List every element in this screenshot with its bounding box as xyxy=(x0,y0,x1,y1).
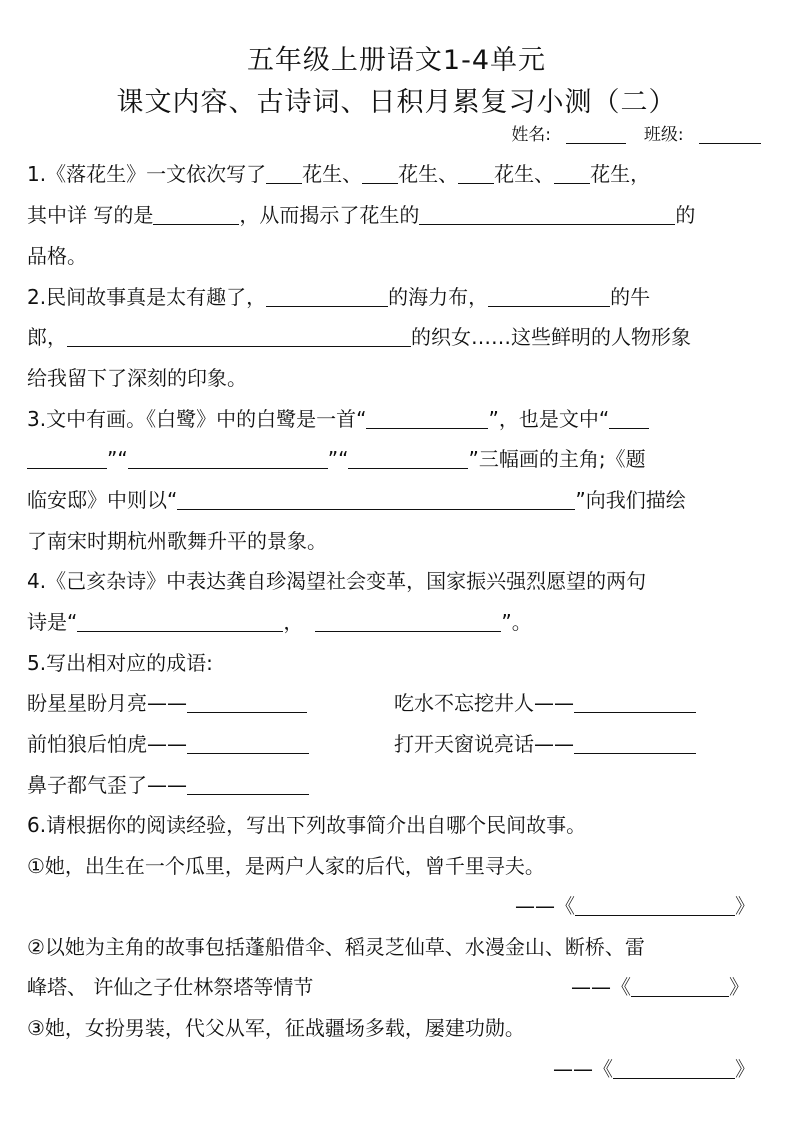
q6-item-3: ③她，女扮男装，代父从军，征战疆场多载，屡建功勋。 xyxy=(27,1016,525,1040)
q1-text-c: 花生、 xyxy=(398,162,459,186)
q6-answer-1 xyxy=(515,892,755,920)
q5-item-2 xyxy=(394,689,696,717)
q1-text-a: 1.《落花生》一文依次写了 xyxy=(27,162,267,186)
q3-line2 xyxy=(27,445,646,473)
q3-text-b: ”，也是文中“ xyxy=(488,407,610,431)
idiom-blank-5[interactable] xyxy=(187,774,309,795)
idiom-prompt-2: 吃水不忘挖井人—— xyxy=(394,691,574,715)
idiom-blank-3[interactable] xyxy=(187,733,309,754)
q5-item-5 xyxy=(27,771,309,799)
q1-blank-3[interactable] xyxy=(458,163,494,184)
q4-blank-2[interactable] xyxy=(315,611,501,632)
q4-text-poem: 诗是“ xyxy=(27,610,78,634)
answer-prefix: ——《 xyxy=(553,1057,613,1081)
q5-item-4 xyxy=(394,730,696,758)
q1-text-e: 花生， xyxy=(590,162,651,186)
q1-text-d: 花生、 xyxy=(494,162,555,186)
q2-text-a: 2.民间故事真是太有趣了， xyxy=(27,285,267,309)
q4-text-end: ”。 xyxy=(501,610,532,634)
q6-blank-3[interactable] xyxy=(613,1058,735,1079)
q3-blank-5[interactable] xyxy=(177,489,575,510)
page-title-line2: 课文内容、古诗词、日积月累复习小测（二） xyxy=(116,87,677,118)
q3-blank-2a[interactable] xyxy=(609,408,649,429)
q1-line2 xyxy=(27,201,695,229)
q1-blank-2[interactable] xyxy=(362,163,398,184)
q3-line4: 了南宋时期杭州歌舞升平的景象。 xyxy=(27,529,327,553)
q5-title: 5.写出相对应的成语: xyxy=(27,651,213,675)
q3-blank-2b[interactable] xyxy=(27,448,107,469)
q3-line1 xyxy=(27,405,649,433)
q2-line1 xyxy=(27,283,650,311)
q4-blank-1[interactable] xyxy=(77,611,283,632)
q1-text-reveal: ，从而揭示了花生的 xyxy=(239,203,420,227)
q3-text-a: 3.文中有画。《白鹭》中的白鹭是一首“ xyxy=(27,407,367,431)
q2-blank-2[interactable] xyxy=(488,286,610,307)
q6-answer-3 xyxy=(553,1055,755,1083)
q1-blank-1[interactable] xyxy=(266,163,302,184)
idiom-prompt-4: 打开天窗说亮话—— xyxy=(394,732,574,756)
q3-text-linan: 临安邸》中则以“ xyxy=(27,488,178,512)
q3-text-quote1: ”“ xyxy=(107,447,128,471)
q3-blank-1[interactable] xyxy=(366,408,488,429)
q1-text-de: 的 xyxy=(675,203,696,227)
answer-suffix: 》 xyxy=(735,894,755,918)
answer-suffix: 》 xyxy=(729,975,749,999)
q3-blank-4[interactable] xyxy=(348,448,468,469)
idiom-blank-1[interactable] xyxy=(187,692,307,713)
q6-title: 6.请根据你的阅读经验，写出下列故事简介出自哪个民间故事。 xyxy=(27,813,587,837)
q1-line3: 品格。 xyxy=(27,244,87,268)
idiom-blank-2[interactable] xyxy=(574,692,696,713)
q6-blank-1[interactable] xyxy=(575,895,735,916)
q3-text-pictures: ”三幅画的主角;《题 xyxy=(468,447,646,471)
q2-text-weaver: 的织女……这些鲜明的人物形象 xyxy=(411,325,691,349)
class-label: 班级: xyxy=(643,125,684,145)
q4-line1: 4.《己亥杂诗》中表达龚自珍渴望社会变革，国家振兴强烈愿望的两句 xyxy=(27,569,647,593)
q3-text-quote2: ”“ xyxy=(327,447,349,471)
q1-blank-5[interactable] xyxy=(153,204,239,225)
q6-item-2a: ②以她为主角的故事包括蓬船借伞、稻灵芝仙草、水漫金山、断桥、雷 xyxy=(27,935,645,959)
q3-line3 xyxy=(27,486,686,514)
idiom-prompt-1: 盼星星盼月亮—— xyxy=(27,691,187,715)
idiom-prompt-5: 鼻子都气歪了—— xyxy=(27,773,187,797)
q5-item-1 xyxy=(27,689,307,717)
q1-text-b: 花生、 xyxy=(302,162,363,186)
idiom-blank-4[interactable] xyxy=(574,733,696,754)
q2-line2 xyxy=(27,323,691,351)
q2-text-b: 的海力布， xyxy=(388,285,489,309)
q2-blank-1[interactable] xyxy=(266,286,388,307)
page-title-line1: 五年级上册语文1-4单元 xyxy=(246,45,547,76)
q3-text-describe: ”向我们描绘 xyxy=(575,488,686,512)
q2-blank-3[interactable] xyxy=(67,326,411,347)
q6-item-2b: 峰塔、 许仙之子仕林祭塔等情节 xyxy=(27,975,314,999)
q5-item-3 xyxy=(27,730,309,758)
student-info xyxy=(511,120,761,145)
answer-suffix: 》 xyxy=(735,1057,755,1081)
answer-prefix: ——《 xyxy=(515,894,575,918)
idiom-prompt-3: 前怕狼后怕虎—— xyxy=(27,732,187,756)
q4-line2 xyxy=(27,608,532,636)
q2-text-lang: 郎， xyxy=(27,325,67,349)
q1-blank-4[interactable] xyxy=(554,163,590,184)
q6-blank-2[interactable] xyxy=(631,976,729,997)
q4-text-comma: ， xyxy=(283,610,304,634)
name-blank[interactable] xyxy=(566,125,626,144)
name-label: 姓名: xyxy=(511,125,552,145)
answer-prefix: ——《 xyxy=(571,975,631,999)
q1-line1 xyxy=(27,160,650,188)
class-blank[interactable] xyxy=(699,125,761,144)
q1-blank-6[interactable] xyxy=(419,204,675,225)
q2-line3: 给我留下了深刻的印象。 xyxy=(27,366,247,390)
q6-item-1: ①她，出生在一个瓜里，是两户人家的后代，曾千里寻夫。 xyxy=(27,854,545,878)
q1-text-detail: 其中详 写的是 xyxy=(27,203,154,227)
q2-text-c: 的牛 xyxy=(610,285,651,309)
q3-blank-3[interactable] xyxy=(128,448,328,469)
q6-answer-2 xyxy=(571,973,749,1001)
